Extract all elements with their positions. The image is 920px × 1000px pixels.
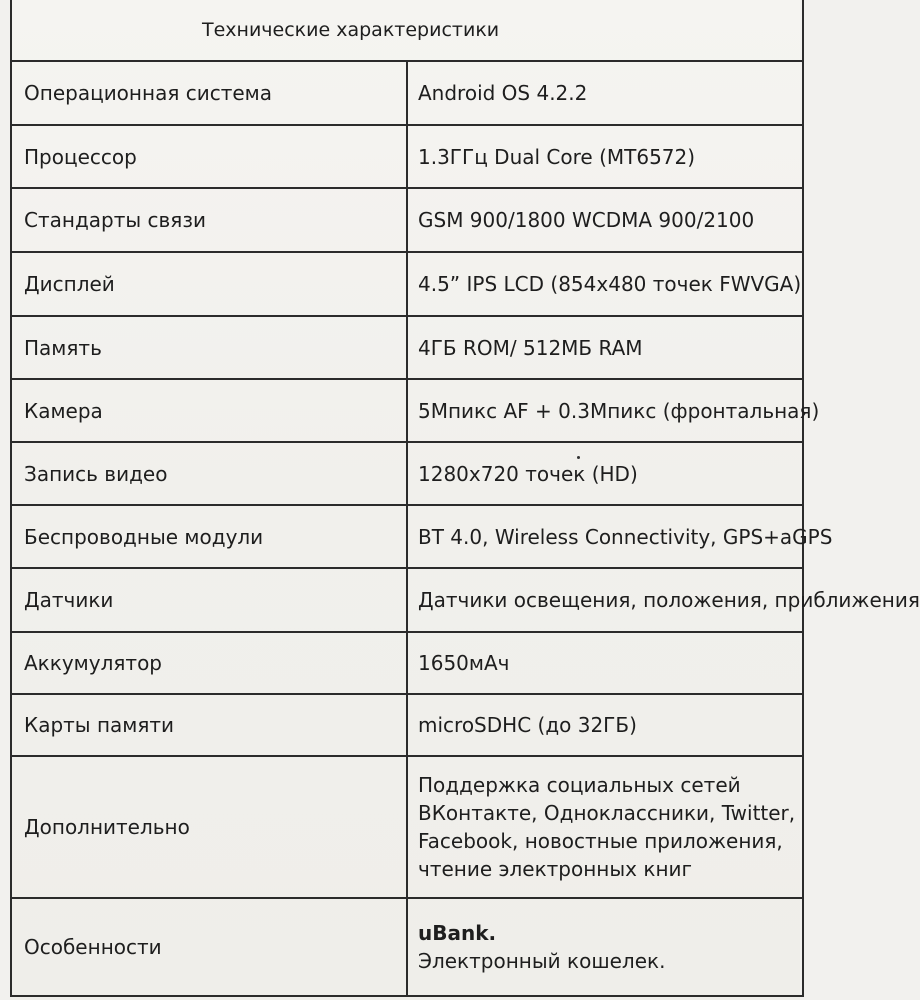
row-value-features <box>407 898 803 996</box>
extra-line: чтение электронных книг <box>418 857 693 881</box>
table-row <box>11 252 803 316</box>
row-label-features: Особенности <box>11 898 407 996</box>
row-value-memory: 4ГБ ROM/ 512МБ RAM <box>407 316 803 379</box>
row-label-camera: Камера <box>11 379 407 442</box>
features-brand: uBank. <box>418 921 497 945</box>
row-label-os: Операционная система <box>11 61 407 125</box>
row-value-os: Android OS 4.2.2 <box>407 61 803 125</box>
table-row <box>11 632 803 694</box>
row-label-display: Дисплей <box>11 252 407 316</box>
row-value-cpu: 1.3ГГц Dual Core (MT6572) <box>407 125 803 188</box>
row-label-wireless: Беспроводные модули <box>11 505 407 568</box>
row-value-extra <box>407 756 803 898</box>
row-label-sensors: Датчики <box>11 568 407 632</box>
table-row <box>11 568 803 632</box>
spec-table <box>10 0 920 997</box>
table-row <box>11 442 803 505</box>
extra-line: Facebook, новостные приложения, <box>418 829 783 853</box>
row-label-cpu: Процессор <box>11 125 407 188</box>
extra-line: ВКонтакте, Одноклассники, Twitter, <box>418 801 796 825</box>
table-header-row <box>11 0 803 61</box>
table-row <box>11 316 803 379</box>
row-label-network: Стандарты связи <box>11 188 407 252</box>
row-value-wireless: BT 4.0, Wireless Connectivity, GPS+aGPS <box>407 505 803 568</box>
row-value-battery: 1650мАч <box>407 632 803 694</box>
extra-line: Поддержка социальных сетей <box>418 773 741 797</box>
table-row <box>11 188 803 252</box>
row-label-video: Запись видео <box>11 442 407 505</box>
row-value-video: 1280x720 точек (HD) <box>407 442 803 505</box>
row-value-network: GSM 900/1800 WCDMA 900/2100 <box>407 188 803 252</box>
print-speck <box>577 456 580 459</box>
row-label-extra: Дополнительно <box>11 756 407 898</box>
table-row <box>11 125 803 188</box>
table-row <box>11 61 803 125</box>
row-label-battery: Аккумулятор <box>11 632 407 694</box>
table-row <box>11 505 803 568</box>
table-row <box>11 898 803 996</box>
row-label-memory: Память <box>11 316 407 379</box>
table-row <box>11 694 803 756</box>
row-label-memory-cards: Карты памяти <box>11 694 407 756</box>
features-text: Электронный кошелек. <box>418 949 666 973</box>
row-value-memory-cards: microSDHC (до 32ГБ) <box>407 694 803 756</box>
row-value-display: 4.5” IPS LCD (854x480 точек FWVGA) <box>407 252 803 316</box>
row-value-sensors: Датчики освещения, положения, приближения <box>407 568 803 632</box>
table-row <box>11 756 803 898</box>
row-value-camera: 5Мпикс AF + 0.3Мпикс (фронтальная) <box>407 379 803 442</box>
table-title: Технические характеристики <box>11 0 803 61</box>
table-row <box>11 379 803 442</box>
